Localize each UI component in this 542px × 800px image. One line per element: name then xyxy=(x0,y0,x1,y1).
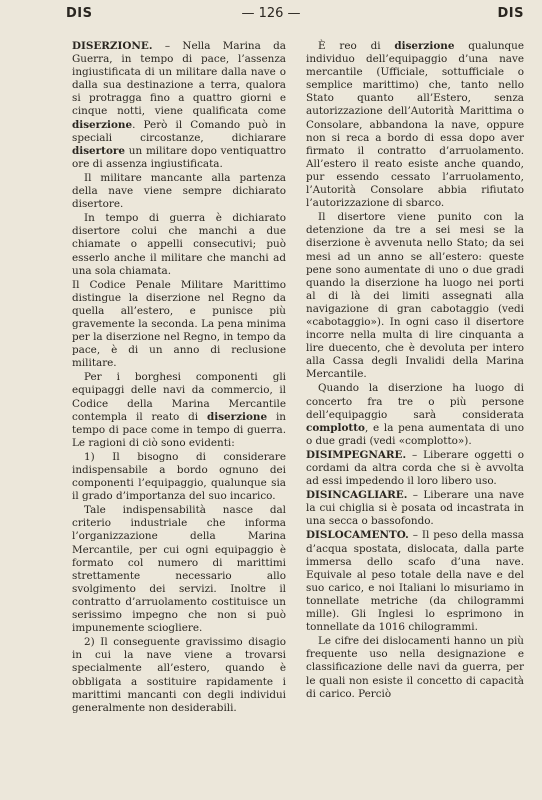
paragraph: Quando la diserzione ha luogo di concerto fra tre o più persone dell’equipaggio sarà considerata complotto, e la pena aumentata di uno o due gradi (vedi «complotto»). xyxy=(306,382,524,447)
entry-term: DISIMPEGNARE. xyxy=(306,448,407,461)
paragraph: Per i borghesi componenti gli equipaggi delle navi da commercio, il Codice della Marina Mercantile contempla il reato di diserzione in tempo di pace come in tempo di guerra. Le ragioni di ciò sono evidenti: xyxy=(72,371,286,449)
right-column xyxy=(306,40,524,701)
header-guide-word-right: DIS xyxy=(497,6,524,21)
page-number: — 126 — xyxy=(241,6,301,21)
paragraph: Il disertore viene punito con la detenzione da tre a sei mesi se la diserzione è avvenuta nello Stato; da sei mesi ad un anno se all’estero: queste pene sono aumentate di uno o due gradi quando la diserzione ha luogo nei porti al di là dei limiti assegnati alla navigazione di gran cabotaggio (vedi «cabotaggio»). In ogni caso il disertore incorre nella multa di lire cinquanta a lire duecento, che è devoluta per intero alla Cassa degli Invalidi della Marina Mercantile. xyxy=(306,211,524,381)
paragraph: Il Codice Penale Militare Marittimo distingue la diserzione nel Regno da quella all’estero, e punisce più gravemente la seconda. La pena minima per la diserzione nel Regno, in tempo da pace, è di un anno di reclusione militare. xyxy=(72,278,286,370)
header-guide-word-left: DIS xyxy=(66,6,93,21)
paragraph: 2) Il conseguente gravissimo disagio in cui la nave viene a trovarsi specialmente all’estero, quando è obbligata a sostituire rapidamente i marittimi mancanti con degli individui generalmente non desiderabili. xyxy=(72,636,286,714)
entry-disimpegnare: DISIMPEGNARE. – Liberare oggetti o cordami da altra corda che si è avvolta ad essi impedendo il loro libero uso. xyxy=(306,448,524,488)
paragraph: Il militare mancante alla partenza della nave viene sempre dichiarato disertore. xyxy=(72,171,286,211)
paragraph: Le cifre dei dislocamenti hanno un più frequente uso nella designazione e classificazione delle navi da guerra, per le quali non esiste il concetto di capacità di carico. Perciò xyxy=(306,635,524,700)
running-header xyxy=(0,6,542,26)
entry-term: DISLOCAMENTO. xyxy=(306,529,409,542)
entry-diserzione: DISERZIONE. – Nella Marina da Guerra, in tempo di pace, l’assenza ingiustificata di un militare dalla nave o dalla sua destinazione a terra, qualora si protragga fino a quattro giorni e cinque notti, viene qualificata come diserzione. Però il Comando può in speciali circostanze, dichiarare disertore un militare dopo ventiquattro ore di assenza ingiustificata. xyxy=(72,40,286,170)
entry-term: DISERZIONE. xyxy=(72,40,153,52)
paragraph: 1) Il bisogno di considerare indispensabile a bordo ognuno dei componenti l’equipaggio, qualunque sia il grado d’importanza del suo incarico. xyxy=(72,450,286,503)
entry-disincagliare: DISINCAGLIARE. – Liberare una nave la cui chiglia si è posata od incastrata in una secca o bassofondo. xyxy=(306,489,524,528)
entry-term: DISINCAGLIARE. xyxy=(306,489,408,502)
entry-dislocamento: DISLOCAMENTO. – Il peso della massa d’acqua spostata, dislocata, dalla parte immersa dello scafo d’una nave. Equivale al peso totale della nave e del suo carico, e noi Italiani lo misuriamo in tonnellate metriche (da chilogrammi mille). Gli Inglesi lo esprimono in tonnellate da 1016 chilogrammi. xyxy=(306,529,524,634)
paragraph: È reo di diserzione qualunque individuo dell’equipaggio d’una nave mercantile (Ufficiale, sottufficiale o semplice marittimo) che, tanto nello Stato quanto all’Estero, senza autorizzazione dell’Autorità Marittima o Consolare, abbandona la nave, oppure non si reca a bordo di essa dopo aver firmato il contratto d’arruolamento. All’estero il reato esiste anche quando, pur essendo cessato l’arruolamento, l’Autorità Consolare abbia rifiutato l’autorizzazione di sbarco. xyxy=(306,40,524,210)
paragraph: In tempo di guerra è dichiarato disertore colui che manchi a due chiamate o appelli consecutivi; può esserlo anche il militare che manchi ad una sola chiamata. xyxy=(72,212,286,277)
left-column xyxy=(72,40,286,715)
paragraph: Tale indispensabilità nasce dal criterio industriale che informa l’organizzazione della Marina Mercantile, per cui ogni equipaggio è formato col numero di marittimi strettamente necessario allo svolgimento dei servizi. Inoltre il contratto d’arruolamento costituisce un serissimo impegno che non si può impunemente sciogliere. xyxy=(72,504,286,635)
